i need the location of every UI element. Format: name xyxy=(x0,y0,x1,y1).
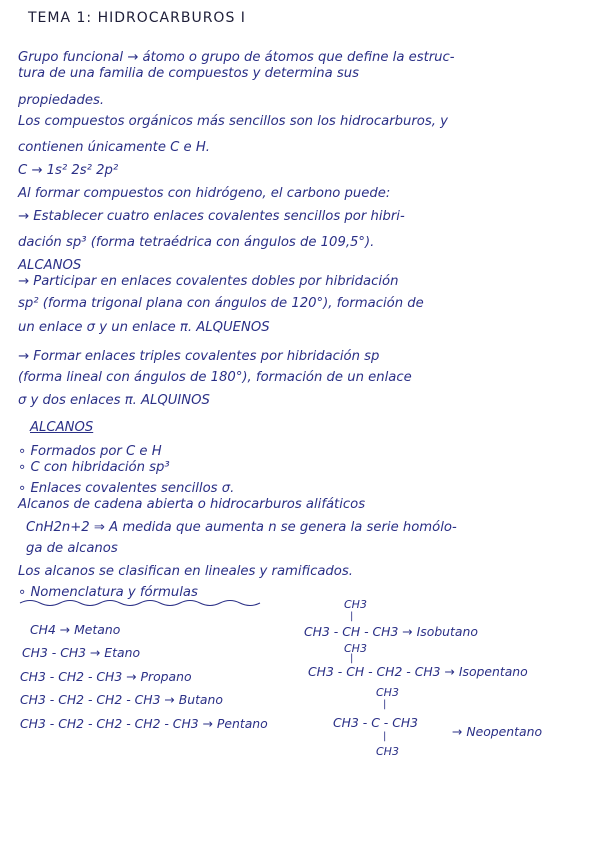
text-line: dación sp³ (forma tetraédrica con ángulos de 109,5°). xyxy=(18,235,375,250)
text-line: Alcanos de cadena abierta o hidrocarburos alifáticos xyxy=(18,497,366,512)
text-line: (forma lineal con ángulos de 180°), formación de un enlace xyxy=(18,370,412,385)
text-line: tura de una familia de compuestos y determina sus xyxy=(18,66,360,81)
branch-bond: | xyxy=(383,699,387,710)
list-item: ∘ Formados por C e H xyxy=(18,444,162,459)
text-line: → Participar en enlaces covalentes dobles por hibridación xyxy=(18,274,399,289)
page-title: TEMA 1: HIDROCARBUROS I xyxy=(28,10,246,26)
text-line: σ y dos enlaces π. ALQUINOS xyxy=(18,393,210,408)
text-line: un enlace σ y un enlace π. ALQUENOS xyxy=(18,320,270,335)
text-line: Los alcanos se clasifican en lineales y ramificados. xyxy=(18,564,353,579)
text-line: → Establecer cuatro enlaces covalentes sencillos por hibri- xyxy=(18,209,405,224)
electron-configuration: C → 1s² 2s² 2p² xyxy=(18,163,119,178)
formula-isopentano: CH3 - CH - CH2 - CH3 → Isopentano xyxy=(308,664,528,679)
branch-bond: | xyxy=(350,653,354,664)
subsection-heading: ∘ Nomenclatura y fórmulas xyxy=(18,585,198,600)
isobutano-branch: CH3 xyxy=(344,598,367,611)
formula-butano: CH3 - CH2 - CH2 - CH3 → Butano xyxy=(20,692,223,707)
section-heading: ALCANOS xyxy=(30,420,94,435)
text-line: ga de alcanos xyxy=(26,541,118,556)
formula-pentano: CH3 - CH2 - CH2 - CH2 - CH3 → Pentano xyxy=(20,716,268,731)
formula-etano: CH3 - CH3 → Etano xyxy=(22,645,141,660)
neopentano-name: → Neopentano xyxy=(452,724,543,739)
branch-bond: | xyxy=(383,731,387,742)
formula-isobutano: CH3 - CH - CH3 → Isobutano xyxy=(304,624,478,639)
list-item: ∘ Enlaces covalentes sencillos σ. xyxy=(18,481,235,496)
list-item: ∘ C con hibridación sp³ xyxy=(18,460,170,475)
branch-bond: | xyxy=(350,611,354,622)
wavy-underline xyxy=(18,598,268,608)
formula-metano: CH4 → Metano xyxy=(30,622,121,637)
formula-propano: CH3 - CH2 - CH3 → Propano xyxy=(20,669,192,684)
text-line: propiedades. xyxy=(18,93,105,108)
text-line: sp² (forma trigonal plana con ángulos de 120°), formación de xyxy=(18,296,424,311)
text-line: contienen únicamente C e H. xyxy=(18,140,210,155)
isopentano-branch: CH3 xyxy=(344,642,367,655)
text-line: Los compuestos orgánicos más sencillos son los hidrocarburos, y xyxy=(18,114,448,129)
text-line: Grupo funcional → átomo o grupo de átomos que define la estruc- xyxy=(18,50,455,65)
formula-neopentano: CH3 - C - CH3 xyxy=(333,715,419,730)
text-line: Al formar compuestos con hidrógeno, el carbono puede: xyxy=(18,186,391,201)
neopentano-branch-bottom: CH3 xyxy=(376,745,399,758)
text-line: → Formar enlaces triples covalentes por hibridación sp xyxy=(18,349,380,364)
text-line: ALCANOS xyxy=(18,258,82,273)
general-formula: CnH2n+2 ⇒ A medida que aumenta n se genera la serie homólo- xyxy=(26,520,457,535)
neopentano-branch-top: CH3 xyxy=(376,686,399,699)
